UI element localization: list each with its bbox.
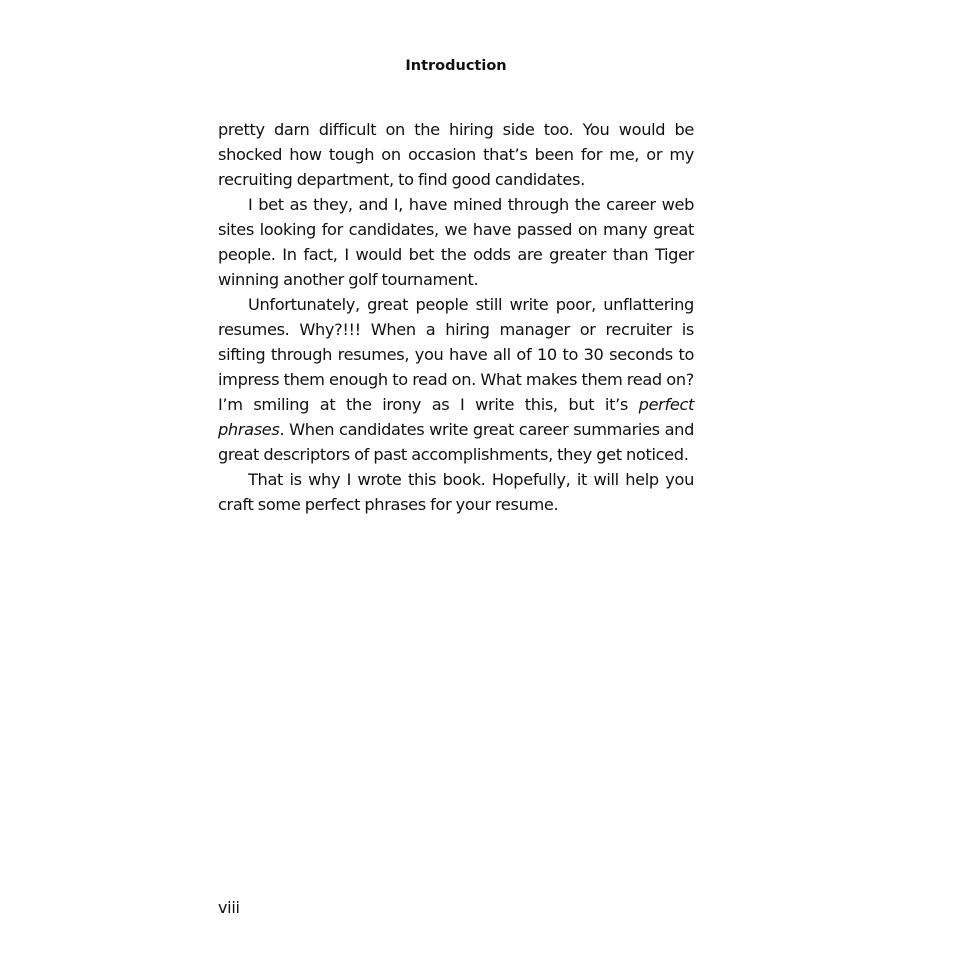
paragraph-1: pretty darn difficult on the hiring side too. You would be shocked how tough on occasion that’s been for me, or my recruiting department, to find good candidates. <box>218 120 694 189</box>
paragraph-3-text-start: Unfortunately, great people still write poor, unflattering resumes. Why?!!! When a hiring manager or recruiter is sifting through resumes, you have all of 10 to 30 seconds to impress them enough to read on. What makes them read on? I’m smiling at the irony as I write this, but it’s <box>218 295 694 414</box>
paragraph-3 <box>218 292 694 467</box>
body-text <box>218 117 694 517</box>
paragraph-3-text-end: . When candidates write great career summaries and great descriptors of past accomplishments, they get noticed. <box>218 420 694 464</box>
page-number: viii <box>218 898 240 917</box>
running-header: Introduction <box>405 58 507 74</box>
paragraph-2: I bet as they, and I, have mined through the career web sites looking for candidates, we have passed on many great people. In fact, I would bet the odds are greater than Tiger winning another golf tournament. <box>218 195 694 289</box>
paragraph-3-emphasis: perfect phrases <box>218 395 694 439</box>
paragraph-4: That is why I wrote this book. Hopefully, it will help you craft some perfect phrases for your resume. <box>218 470 694 514</box>
